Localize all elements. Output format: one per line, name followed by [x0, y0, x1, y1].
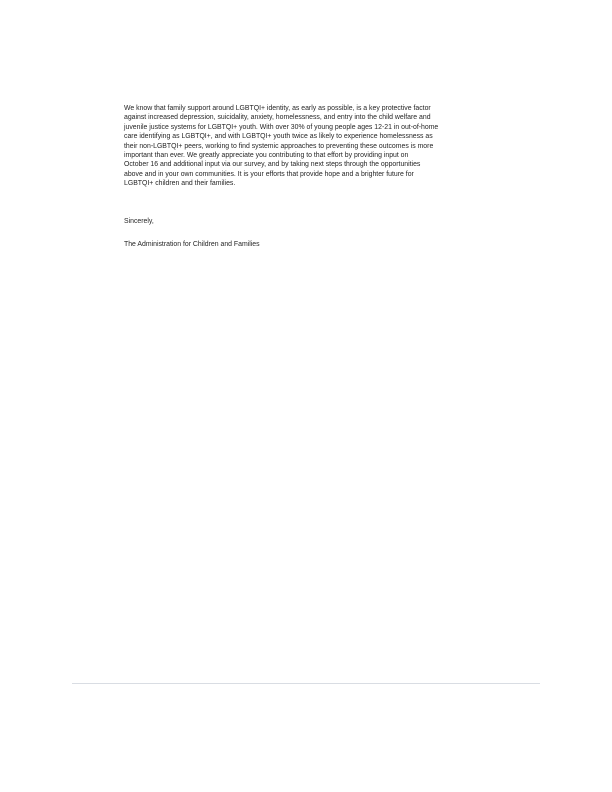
paragraph-line: care identifying as LGBTQI+, and with LGBTQI+ youth twice as likely to experience homelessness as [124, 133, 433, 141]
letter-body-paragraph [124, 104, 496, 189]
footer-divider [72, 683, 540, 684]
paragraph-line: against increased depression, suicidality, anxiety, homelessness, and entry into the child welfare and [124, 114, 431, 122]
paragraph-line: important than ever. We greatly appreciate you contributing to that effort by providing input on [124, 152, 409, 160]
paragraph-line: LGBTQI+ children and their families. [124, 180, 236, 188]
letter-signature: The Administration for Children and Families [124, 241, 260, 248]
paragraph-line: juvenile justice systems for LGBTQI+ youth. With over 30% of young people ages 12-21 in out-of-home [124, 123, 439, 131]
letter-closing: Sincerely, [124, 218, 154, 225]
paragraph-line: We know that family support around LGBTQI+ identity, as early as possible, is a key protective factor [124, 105, 431, 112]
paragraph-line: above and in your own communities. It is your efforts that provide hope and a brighter future for [124, 170, 414, 178]
paragraph-line: October 16 and additional input via our survey, and by taking next steps through the opportunities [124, 161, 421, 169]
paragraph-line: their non-LGBTQI+ peers, working to find systemic approaches to preventing these outcomes is more [124, 142, 434, 150]
